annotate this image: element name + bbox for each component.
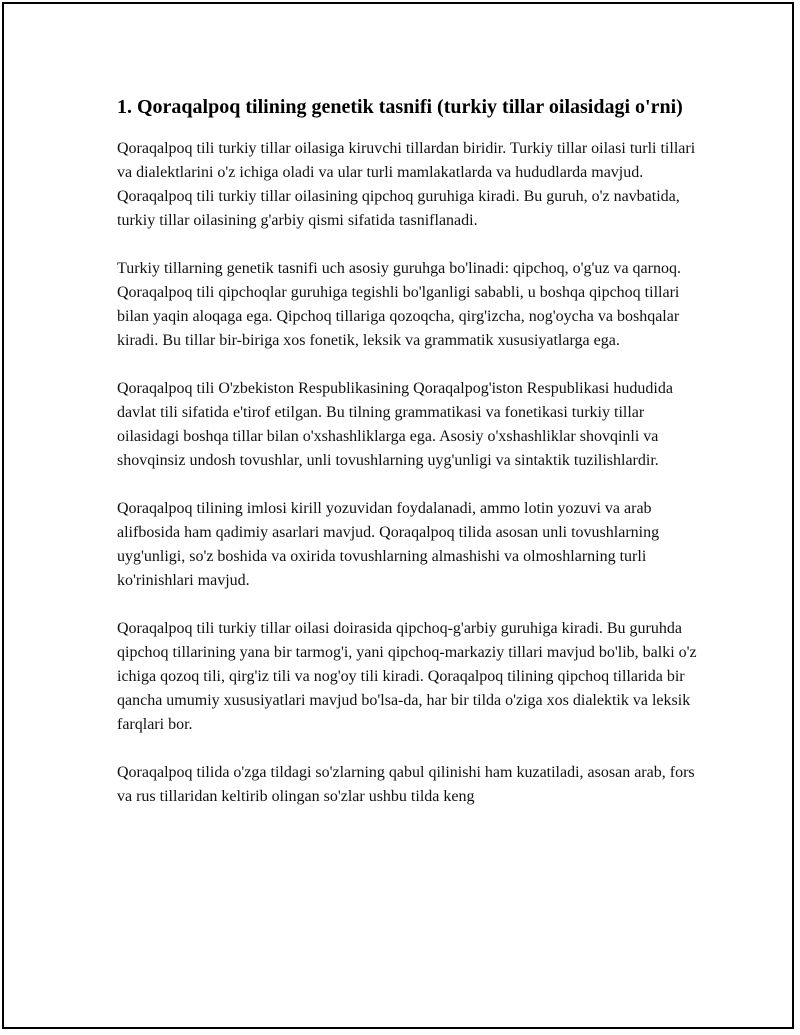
paragraph-4: Qoraqalpoq tilining imlosi kirill yozuvidan foydalanadi, ammo lotin yozuvi va arab alifbosida ham qadimiy asarlari mavjud. Qoraqalpoq tilida asosan unli tovushlarning uyg'unligi, so'z boshida va oxirida tovushlarning almashishi va olmoshlarning turli ko'rinishlari mavjud. [117, 500, 660, 589]
paragraph-5: Qoraqalpoq tili turkiy tillar oilasi doirasida qipchoq-g'arbiy guruhiga kiradi. Bu guruhda qipchoq tillarining yana bir tarmog'i, yani qipchoq-markaziy tillari mavjud bo'lib, balki o'z ichiga qozoq tili, qirg'iz tili va nog'oy tili kiradi. Qoraqalpoq tilining qipchoq tillarida bir qancha umumiy xususiyatlari mavjud bo'lsa-da, har bir tilda o'ziga xos dialektik va leksik farqlari bor. [117, 620, 697, 733]
document-body [117, 94, 697, 833]
paragraph-6: Qoraqalpoq tilida o'zga tildagi so'zlarning qabul qilinishi ham kuzatiladi, asosan arab, fors va rus tillaridan keltirib olingan so'zlar ushbu tilda keng [117, 764, 695, 805]
paragraph-1: Qoraqalpoq tili turkiy tillar oilasiga kiruvchi tillardan biridir. Turkiy tillar oilasi turli tillari va dialektlarini o'z ichiga oladi va ular turli mamlakatlarda va hududlarda mavjud. Qoraqalpoq tili turkiy tillar oilasining qipchoq guruhiga kiradi. Bu guruh, o'z navbatida, turkiy tillar oilasining g'arbiy qismi sifatida tasniflanadi. [117, 140, 696, 229]
section-heading: 1. Qoraqalpoq tilining genetik tasnifi (turkiy tillar oilasidagi o'rni) [117, 96, 683, 118]
paragraph-2: Turkiy tillarning genetik tasnifi uch asosiy guruhga bo'linadi: qipchoq, o'g'uz va qarnoq. Qoraqalpoq tili qipchoqlar guruhiga tegishli bo'lganligi sababli, u boshqa qipchoq tillari bilan yaqin aloqaga ega. Qipchoq tillariga qozoqcha, qirg'izcha, nog'oycha va boshqalar kiradi. Bu tillar bir-biriga xos fonetik, leksik va grammatik xususiyatlarga ega. [117, 260, 681, 349]
paragraph-3: Qoraqalpoq tili O'zbekiston Respublikasining Qoraqalpog'iston Respublikasi hududida davlat tili sifatida e'tirof etilgan. Bu tilning grammatikasi va fonetikasi turkiy tillar oilasidagi boshqa tillar bilan o'xshashliklarga ega. Asosiy o'xshashliklar shovqinli va shovqinsiz undosh tovushlar, unli tovushlarning uyg'unligi va sintaktik tuzilishlardir. [117, 380, 673, 469]
